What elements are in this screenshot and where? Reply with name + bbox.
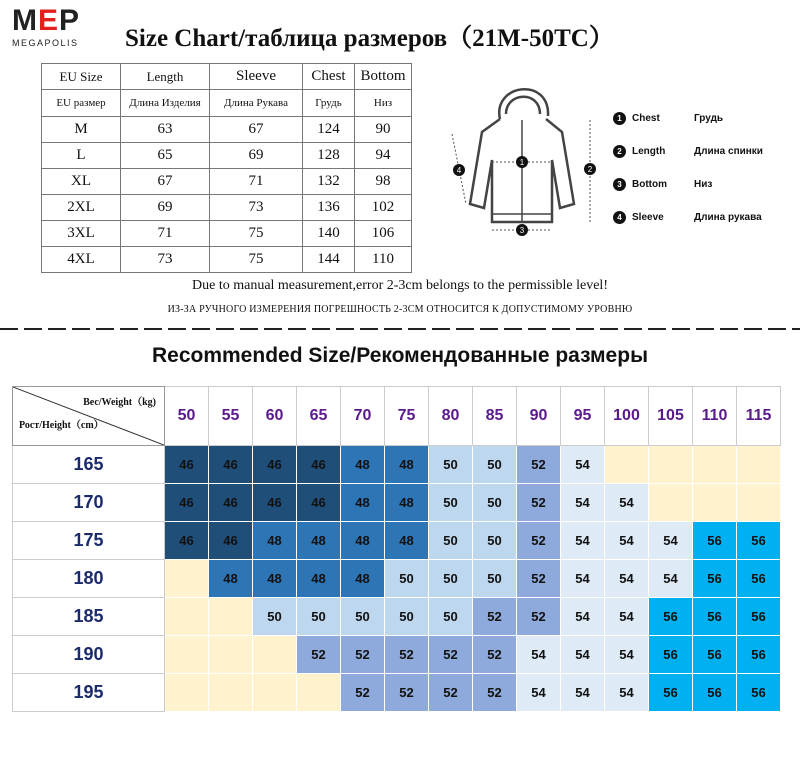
- legend-bottom: 3 Bottom Низ: [613, 168, 763, 201]
- size-cell: 67: [121, 169, 210, 195]
- size-cell: 124: [303, 117, 355, 143]
- size-recommendation-cell: 46: [253, 484, 297, 522]
- size-recommendation-cell: 56: [737, 636, 781, 674]
- size-recommendation-cell: 52: [385, 636, 429, 674]
- size-row: [42, 221, 412, 247]
- size-recommendation-cell: 56: [693, 560, 737, 598]
- size-recommendation-cell: 48: [297, 560, 341, 598]
- size-recommendation-cell: 54: [561, 674, 605, 712]
- size-recommendation-cell: 56: [737, 674, 781, 712]
- size-recommendation-cell: 52: [473, 636, 517, 674]
- legend-sleeve: 4 Sleeve Длина рукава: [613, 201, 763, 234]
- size-recommendation-cell: 46: [297, 484, 341, 522]
- size-cell: M: [42, 117, 121, 143]
- size-recommendation-cell: 56: [737, 598, 781, 636]
- size-cell: 106: [355, 221, 412, 247]
- size-recommendation-cell: 50: [429, 522, 473, 560]
- size-cell: 98: [355, 169, 412, 195]
- weight-header-cell: 105: [649, 387, 693, 446]
- measurement-note-en: Due to manual measurement,error 2-3cm belongs to the permissible level!: [192, 278, 608, 293]
- size-cell: 63: [121, 117, 210, 143]
- header-bottom: Bottom: [355, 64, 412, 90]
- weight-header-cell: 55: [209, 387, 253, 446]
- size-recommendation-cell: 50: [429, 446, 473, 484]
- height-header-cell: 170: [13, 484, 165, 522]
- height-row: [13, 522, 781, 560]
- recommended-size-grid: [12, 386, 781, 712]
- weight-header-cell: 95: [561, 387, 605, 446]
- size-recommendation-cell: 52: [473, 598, 517, 636]
- size-recommendation-cell: 54: [605, 598, 649, 636]
- size-recommendation-cell: 46: [165, 484, 209, 522]
- size-recommendation-cell: 54: [649, 560, 693, 598]
- size-recommendation-cell: 50: [473, 484, 517, 522]
- size-recommendation-cell: 48: [385, 446, 429, 484]
- height-row: [13, 598, 781, 636]
- size-recommendation-cell: [737, 484, 781, 522]
- size-recommendation-cell: 50: [385, 598, 429, 636]
- size-recommendation-cell: 52: [473, 674, 517, 712]
- size-recommendation-cell: 50: [429, 484, 473, 522]
- number-3-icon: 3: [613, 178, 626, 191]
- height-header-cell: 165: [13, 446, 165, 484]
- size-recommendation-cell: 54: [561, 560, 605, 598]
- weight-header-row: [13, 387, 781, 446]
- size-cell: 65: [121, 143, 210, 169]
- size-recommendation-cell: 54: [605, 484, 649, 522]
- size-cell: 90: [355, 117, 412, 143]
- dashed-divider: [0, 328, 800, 330]
- grid-corner-cell: [13, 387, 165, 446]
- size-recommendation-cell: 46: [209, 446, 253, 484]
- size-recommendation-cell: 52: [517, 484, 561, 522]
- size-recommendation-cell: 48: [385, 522, 429, 560]
- measurement-note-ru: ИЗ-ЗА РУЧНОГО ИЗМЕРЕНИЯ ПОГРЕШНОСТЬ 2-3CM ОТНОСИТСЯ К ДОПУСТИМОМУ УРОВНЮ: [167, 304, 633, 315]
- size-cell: 4XL: [42, 247, 121, 273]
- weight-header-cell: 80: [429, 387, 473, 446]
- size-cell: 136: [303, 195, 355, 221]
- size-recommendation-cell: 48: [341, 484, 385, 522]
- size-recommendation-cell: [693, 484, 737, 522]
- size-recommendation-cell: [209, 598, 253, 636]
- size-recommendation-cell: 46: [209, 522, 253, 560]
- size-recommendation-cell: 50: [341, 598, 385, 636]
- size-recommendation-cell: 48: [341, 522, 385, 560]
- number-1-icon: 1: [613, 112, 626, 125]
- size-recommendation-cell: [649, 446, 693, 484]
- weight-header-cell: 110: [693, 387, 737, 446]
- size-cell: 73: [121, 247, 210, 273]
- header-eu-size: EU Size: [42, 64, 121, 90]
- size-recommendation-cell: [209, 674, 253, 712]
- size-recommendation-cell: 48: [297, 522, 341, 560]
- size-recommendation-cell: 56: [693, 598, 737, 636]
- size-recommendation-cell: 52: [517, 446, 561, 484]
- size-recommendation-cell: 50: [385, 560, 429, 598]
- logo: [12, 6, 102, 50]
- size-recommendation-cell: [165, 598, 209, 636]
- size-recommendation-cell: 46: [297, 446, 341, 484]
- size-cell: 102: [355, 195, 412, 221]
- legend-length: 2 Length Длина спинки: [613, 135, 763, 168]
- size-cell: 69: [121, 195, 210, 221]
- height-row: [13, 446, 781, 484]
- height-row: [13, 636, 781, 674]
- size-recommendation-cell: 54: [561, 522, 605, 560]
- size-recommendation-cell: 54: [517, 636, 561, 674]
- size-recommendation-cell: 50: [429, 598, 473, 636]
- header-length: Length: [121, 64, 210, 90]
- height-axis-label: Рост/Height（cm）: [19, 420, 104, 431]
- size-recommendation-cell: 54: [517, 674, 561, 712]
- header-sleeve: Sleeve: [210, 64, 303, 90]
- marker-1: [516, 156, 528, 168]
- size-recommendation-cell: [605, 446, 649, 484]
- size-recommendation-cell: 52: [429, 674, 473, 712]
- size-cell: L: [42, 143, 121, 169]
- size-recommendation-cell: 46: [165, 446, 209, 484]
- weight-header-cell: 90: [517, 387, 561, 446]
- weight-header-cell: 70: [341, 387, 385, 446]
- size-cell: 140: [303, 221, 355, 247]
- size-recommendation-cell: 54: [561, 598, 605, 636]
- weight-axis-label: Вес/Weight（kg): [83, 397, 156, 408]
- height-header-cell: 195: [13, 674, 165, 712]
- svg-text:1: 1: [519, 158, 525, 167]
- logo-mark: MEP: [12, 4, 81, 37]
- size-recommendation-cell: 52: [385, 674, 429, 712]
- size-row: [42, 195, 412, 221]
- marker-4: [453, 164, 465, 176]
- header-chest: Chest: [303, 64, 355, 90]
- size-recommendation-cell: 50: [473, 522, 517, 560]
- weight-header-cell: 60: [253, 387, 297, 446]
- marker-2: [584, 163, 596, 175]
- size-row: [42, 117, 412, 143]
- size-cell: 71: [210, 169, 303, 195]
- size-recommendation-cell: 56: [649, 636, 693, 674]
- size-cell: 71: [121, 221, 210, 247]
- marker-3: [516, 224, 528, 236]
- weight-header-cell: 115: [737, 387, 781, 446]
- size-recommendation-cell: 52: [341, 636, 385, 674]
- size-recommendation-cell: 50: [429, 560, 473, 598]
- size-recommendation-cell: 52: [517, 560, 561, 598]
- size-recommendation-cell: 48: [341, 560, 385, 598]
- number-2-icon: 2: [613, 145, 626, 158]
- size-recommendation-cell: 50: [473, 446, 517, 484]
- size-row: [42, 247, 412, 273]
- size-recommendation-cell: 56: [649, 598, 693, 636]
- size-recommendation-cell: 46: [165, 522, 209, 560]
- hoodie-outline: [470, 89, 574, 222]
- size-cell: XL: [42, 169, 121, 195]
- size-recommendation-cell: 54: [561, 484, 605, 522]
- size-recommendation-cell: 54: [605, 560, 649, 598]
- size-recommendation-cell: 50: [297, 598, 341, 636]
- weight-header-cell: 65: [297, 387, 341, 446]
- size-recommendation-cell: 54: [605, 636, 649, 674]
- height-header-cell: 185: [13, 598, 165, 636]
- size-recommendation-cell: 56: [737, 560, 781, 598]
- size-row: [42, 169, 412, 195]
- size-recommendation-cell: 48: [253, 560, 297, 598]
- size-recommendation-cell: [165, 674, 209, 712]
- size-table: [41, 63, 412, 273]
- size-recommendation-cell: 48: [253, 522, 297, 560]
- size-recommendation-cell: 52: [429, 636, 473, 674]
- size-table-header-ru: [42, 90, 412, 117]
- height-row: [13, 484, 781, 522]
- svg-text:3: 3: [519, 226, 525, 235]
- size-recommendation-cell: 46: [209, 484, 253, 522]
- size-recommendation-cell: 54: [605, 522, 649, 560]
- size-recommendation-cell: 48: [209, 560, 253, 598]
- size-recommendation-cell: [253, 636, 297, 674]
- size-cell: 144: [303, 247, 355, 273]
- size-recommendation-cell: 50: [253, 598, 297, 636]
- size-recommendation-cell: [297, 674, 341, 712]
- size-recommendation-cell: 50: [473, 560, 517, 598]
- size-table-header-en: [42, 64, 412, 90]
- size-recommendation-cell: 56: [737, 522, 781, 560]
- size-cell: 94: [355, 143, 412, 169]
- header-length-ru: Длина Изделия: [121, 90, 210, 117]
- size-cell: 3XL: [42, 221, 121, 247]
- size-recommendation-cell: 48: [385, 484, 429, 522]
- weight-header-cell: 50: [165, 387, 209, 446]
- size-recommendation-cell: 56: [693, 636, 737, 674]
- size-cell: 132: [303, 169, 355, 195]
- size-recommendation-cell: 54: [561, 446, 605, 484]
- height-row: [13, 560, 781, 598]
- size-recommendation-cell: [737, 446, 781, 484]
- size-cell: 73: [210, 195, 303, 221]
- size-recommendation-cell: [649, 484, 693, 522]
- svg-text:4: 4: [456, 166, 462, 175]
- size-recommendation-cell: 56: [693, 522, 737, 560]
- size-cell: 128: [303, 143, 355, 169]
- size-recommendation-cell: [165, 636, 209, 674]
- logo-subtitle: MEGAPOLIS: [12, 38, 79, 48]
- size-cell: 110: [355, 247, 412, 273]
- weight-header-cell: 100: [605, 387, 649, 446]
- header-chest-ru: Грудь: [303, 90, 355, 117]
- height-header-cell: 180: [13, 560, 165, 598]
- header-eu-size-ru: EU размер: [42, 90, 121, 117]
- size-cell: 75: [210, 221, 303, 247]
- size-recommendation-cell: 46: [253, 446, 297, 484]
- height-header-cell: 175: [13, 522, 165, 560]
- page-title: Size Chart/таблица размеров（21M-50TC）: [125, 25, 614, 52]
- number-4-icon: 4: [613, 211, 626, 224]
- size-recommendation-cell: 52: [341, 674, 385, 712]
- size-recommendation-cell: 52: [517, 598, 561, 636]
- size-recommendation-cell: 56: [649, 674, 693, 712]
- hoodie-diagram: [440, 64, 605, 239]
- weight-header-cell: 85: [473, 387, 517, 446]
- header-bottom-ru: Низ: [355, 90, 412, 117]
- header-sleeve-ru: Длина Рукава: [210, 90, 303, 117]
- size-row: [42, 143, 412, 169]
- size-recommendation-cell: 52: [517, 522, 561, 560]
- measurement-legend: [613, 102, 763, 234]
- size-recommendation-cell: 56: [693, 674, 737, 712]
- size-cell: 75: [210, 247, 303, 273]
- svg-text:2: 2: [587, 165, 593, 174]
- size-recommendation-cell: 54: [605, 674, 649, 712]
- size-cell: 2XL: [42, 195, 121, 221]
- size-recommendation-cell: [209, 636, 253, 674]
- size-recommendation-cell: 48: [341, 446, 385, 484]
- recommended-title: Recommended Size/Рекомендованные размеры: [151, 344, 648, 367]
- size-recommendation-cell: [253, 674, 297, 712]
- size-cell: 67: [210, 117, 303, 143]
- size-recommendation-cell: 52: [297, 636, 341, 674]
- size-recommendation-cell: 54: [561, 636, 605, 674]
- size-recommendation-cell: [693, 446, 737, 484]
- weight-header-cell: 75: [385, 387, 429, 446]
- size-cell: 69: [210, 143, 303, 169]
- size-recommendation-cell: [165, 560, 209, 598]
- size-recommendation-cell: 54: [649, 522, 693, 560]
- height-row: [13, 674, 781, 712]
- height-header-cell: 190: [13, 636, 165, 674]
- legend-chest: 1 Chest Грудь: [613, 102, 763, 135]
